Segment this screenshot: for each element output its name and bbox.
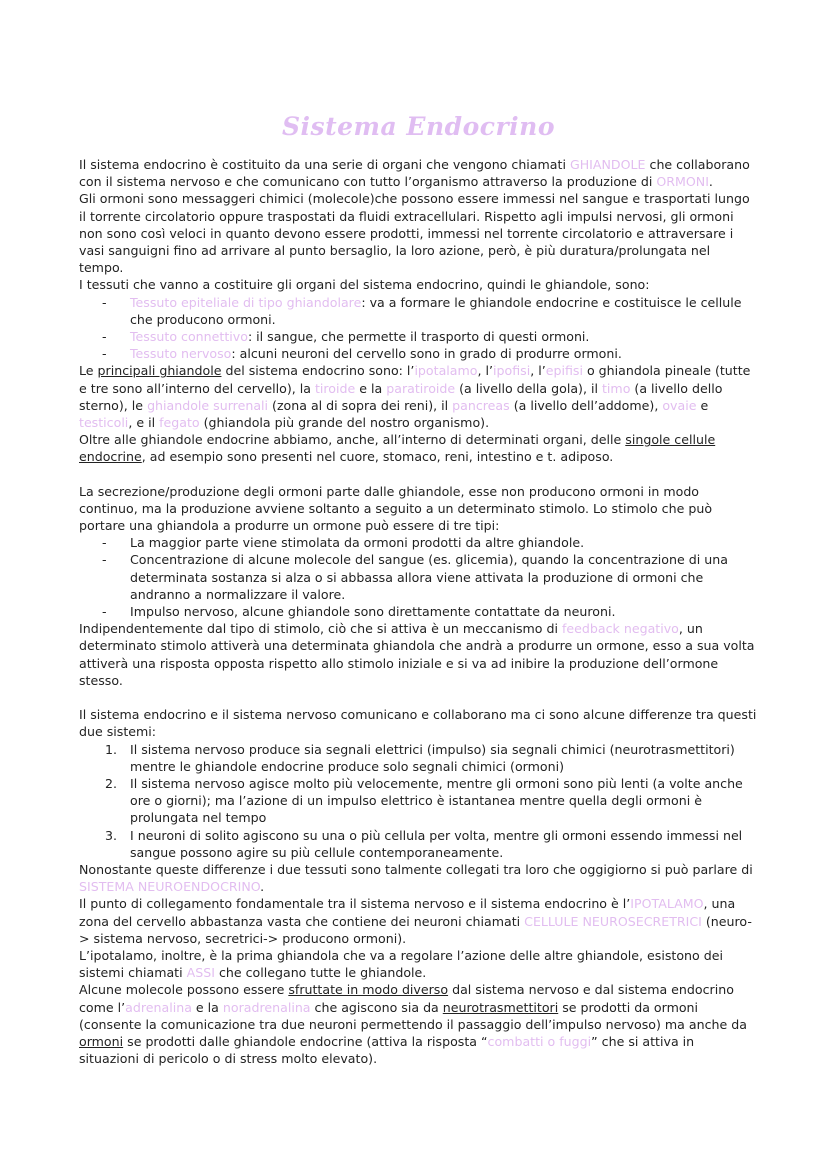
text: , ad esempio sono presenti nel cuore, stomaco, reni, intestino e t. adiposo.: [141, 449, 614, 465]
highlight-term: Tessuto epiteliale di tipo ghiandolare: [130, 294, 362, 310]
text: L’ipotalamo, inoltre, è la prima ghiandola che va a regolare l’azione delle altre ghiandole, esistono dei sistemi chiamati: [79, 947, 723, 981]
underlined-term: sfruttate in modo diverso: [288, 982, 449, 998]
secretion-paragraph-1: La secrezione/produzione degli ormoni parte dalle ghiandole, esse non producono ormoni in modo continuo, ma la produzione avviene soltanto a seguito a un determinato stimolo. Lo stimolo che può portare una ghiandola a produrre un ormone può essere di tre tipi:: [79, 483, 713, 534]
text: (a livello dello sterno), le: [79, 380, 723, 413]
text: Il sistema nervoso produce sia segnali elettrici (impulso) sia segnali chimici (neurotrasmettitori) mentre le ghiandole endocrine produce solo segnali chimici (ormoni): [130, 741, 735, 774]
text: ” che si attiva in situazioni di pericolo o di stress molto elevato).: [79, 1033, 695, 1067]
text: Le: [79, 363, 98, 379]
list-marker: -: [102, 535, 107, 551]
list-item: [79, 328, 758, 345]
highlight-term: adrenalina: [125, 999, 192, 1015]
intro-paragraph-1: [79, 156, 758, 190]
tissues-list: [79, 294, 758, 363]
spacer: [79, 689, 758, 706]
text: Alcune molecole possono essere: [79, 982, 289, 998]
text: che collegano tutte le ghiandole.: [214, 965, 427, 981]
highlight-term: CELLULE NEUROSECRETRICI: [524, 913, 702, 929]
list-marker: 1.: [105, 741, 118, 757]
highlight-term: paratiroide: [386, 380, 456, 396]
differences-list: [79, 741, 758, 861]
text: Oltre alle ghiandole endocrine abbiamo, anche, all’interno di determinati organi, delle: [79, 432, 626, 448]
text: .: [708, 174, 713, 190]
intro-paragraph-3: I tessuti che vanno a costituire gli organi del sistema endocrino, quindi le ghiandole, sono:: [79, 277, 650, 293]
text: , una zona del cervello abbastanza vasta che contiene dei neuroni chiamati: [79, 896, 736, 929]
highlight-term: epifisi: [545, 363, 583, 379]
text: Indipendentemente dal tipo di stimolo, ciò che si attiva è un meccanismo di: [79, 621, 562, 637]
highlight-term: ASSI: [186, 965, 215, 981]
comparison-paragraph-2: [79, 861, 758, 895]
highlight-term: timo: [601, 380, 631, 396]
text: e: [696, 397, 709, 413]
text: La maggior parte viene stimolata da ormoni prodotti da altre ghiandole.: [130, 535, 585, 551]
list-marker: -: [102, 346, 107, 362]
underlined-term: principali ghiandole: [97, 363, 222, 379]
text: : alcuni neuroni del cervello sono in grado di produrre ormoni.: [231, 346, 622, 362]
glands-paragraph: [79, 362, 758, 431]
stimulus-list: [79, 534, 758, 620]
text: o ghiandola pineale (tutte e tre sono all’interno del cervello), la: [79, 363, 751, 396]
text: dal sistema nervoso e dal sistema endocrino come l’: [79, 982, 734, 1015]
list-marker: 2.: [105, 775, 118, 791]
comparison-paragraph-3: [79, 895, 758, 947]
text: Concentrazione di alcune molecole del sangue (es. glicemia), quando la concentrazione di una determinata sostanza si alza o si abbassa allora viene attivata la produzione di ormoni che andranno a normalizzare il valore.: [130, 552, 728, 602]
highlight-term: ghiandole surrenali: [147, 397, 269, 413]
text: Il punto di collegamento fondamentale tra il sistema nervoso e il sistema endocrino è l’: [79, 896, 631, 912]
list-marker: -: [102, 604, 107, 620]
underlined-term: ormoni: [79, 1033, 124, 1049]
highlight-term: testicoli: [79, 415, 129, 431]
text: che collaborano con il sistema nervoso e che comunicano con tutto l’organismo attraverso la produzione di: [79, 157, 750, 190]
comparison-paragraph-1: Il sistema endocrino e il sistema nervoso comunicano e collaborano ma ci sono alcune differenze tra questi due sistemi:: [79, 707, 757, 740]
highlight-term: ipofisi: [493, 363, 531, 379]
list-item: [79, 534, 758, 551]
underlined-term: neurotrasmettitori: [442, 999, 559, 1015]
text: e la: [355, 380, 387, 396]
secretion-paragraph-2: [79, 620, 758, 689]
underlined-term: singole cellule endocrine: [79, 432, 716, 465]
text: : va a formare le ghiandole endocrine e costituisce le cellule che producono ormoni.: [130, 294, 742, 327]
spacer: [79, 466, 758, 483]
list-item: [79, 345, 758, 362]
highlight-term: ovaie: [662, 397, 697, 413]
text: : il sangue, che permette il trasporto di questi ormoni.: [247, 329, 590, 345]
list-item: [79, 775, 758, 827]
highlight-term: pancreas: [452, 397, 510, 413]
comparison-paragraph-5: [79, 981, 758, 1067]
text: (a livello della gola), il: [455, 380, 602, 396]
text: del sistema endocrino sono: l’: [221, 363, 415, 379]
highlight-term: SISTEMA NEUROENDOCRINO: [79, 879, 261, 895]
list-marker: -: [102, 552, 107, 568]
highlight-term: ipotalamo: [414, 363, 478, 379]
highlight-term: GHIANDOLE: [569, 157, 646, 172]
highlight-term: IPOTALAMO: [630, 896, 704, 912]
text: , l’: [477, 363, 493, 379]
highlight-term: Tessuto connettivo: [130, 329, 248, 345]
text: (a livello dell’addome),: [509, 397, 663, 413]
list-item: [79, 741, 758, 775]
highlight-term: Tessuto nervoso: [130, 346, 232, 362]
text: Impulso nervoso, alcune ghiandole sono direttamente contattate da neuroni.: [130, 604, 616, 620]
text: se prodotti dalle ghiandole endocrine (attiva la risposta “: [123, 1033, 488, 1049]
highlight-term: ORMONI: [656, 174, 709, 190]
text: Il sistema endocrino è costituito da una serie di organi che vengono chiamati: [79, 157, 570, 172]
list-marker: 3.: [105, 827, 118, 843]
highlight-term: noradrenalina: [222, 999, 311, 1015]
text: .: [260, 879, 265, 895]
page-title: Sistema Endocrino: [281, 112, 556, 141]
list-item: [79, 827, 758, 861]
endocrine-cells-paragraph: [79, 431, 758, 465]
list-item: [79, 603, 758, 620]
text: , l’: [530, 363, 546, 379]
text: (ghiandola più grande del nostro organismo).: [199, 415, 490, 431]
list-item: [79, 294, 758, 328]
highlight-term: combatti o fuggi: [487, 1033, 592, 1049]
list-item: [79, 551, 758, 603]
text: se prodotti da ormoni (consente la comunicazione tra due neuroni permettendo il passaggio dell’impulso nervoso) ma anche da: [79, 999, 747, 1032]
list-marker: -: [102, 294, 107, 310]
text: , un determinato stimolo attiverà una determinata ghiandola che andrà a produrre un ormone, esso a sua volta attiverà una risposta opposta rispetto allo stimolo iniziale e si va ad inibire la produzione dell’ormone stesso.: [79, 621, 755, 688]
list-marker: -: [102, 329, 107, 345]
comparison-paragraph-4: [79, 947, 758, 981]
text: Il sistema nervoso agisce molto più velocemente, mentre gli ormoni sono più lenti (a volte anche ore o giorni); ma l’azione di un impulso elettrico è istantanea mentre quella degli ormoni è prolungata nel tempo: [130, 775, 743, 826]
text: (neuro-> sistema nervoso, secretrici-> producono ormoni).: [79, 913, 752, 946]
highlight-term: feedback negativo: [561, 621, 679, 637]
text: che agiscono sia da: [310, 999, 443, 1015]
highlight-term: fegato: [159, 415, 200, 431]
intro-paragraph-2: Gli ormoni sono messaggeri chimici (molecole)che possono essere immessi nel sangue e trasportati lungo il torrente circolatorio oppure traspostati da fluidi extracellulari. Rispetto agli impulsi nervosi, gli ormoni non sono così veloci in quanto devono essere prodotti, immessi nel torrente circolatorio e attraversare i vasi sanguigni fino ad arrivare al punto bersaglio, la loro azione, però, è più duratura/prolungata nel tempo.: [79, 191, 750, 276]
text: I neuroni di solito agiscono su una o più cellula per volta, mentre gli ormoni essendo immessi nel sangue possono agire su più cellule contemporaneamente.: [130, 827, 743, 860]
text: (zona al di sopra dei reni), il: [268, 397, 453, 413]
highlight-term: tiroide: [314, 380, 356, 396]
text: e la: [191, 999, 223, 1015]
text: Nonostante queste differenze i due tessuti sono talmente collegati tra loro che oggigiorno si può parlare di: [79, 861, 753, 877]
text: , e il: [128, 415, 160, 431]
